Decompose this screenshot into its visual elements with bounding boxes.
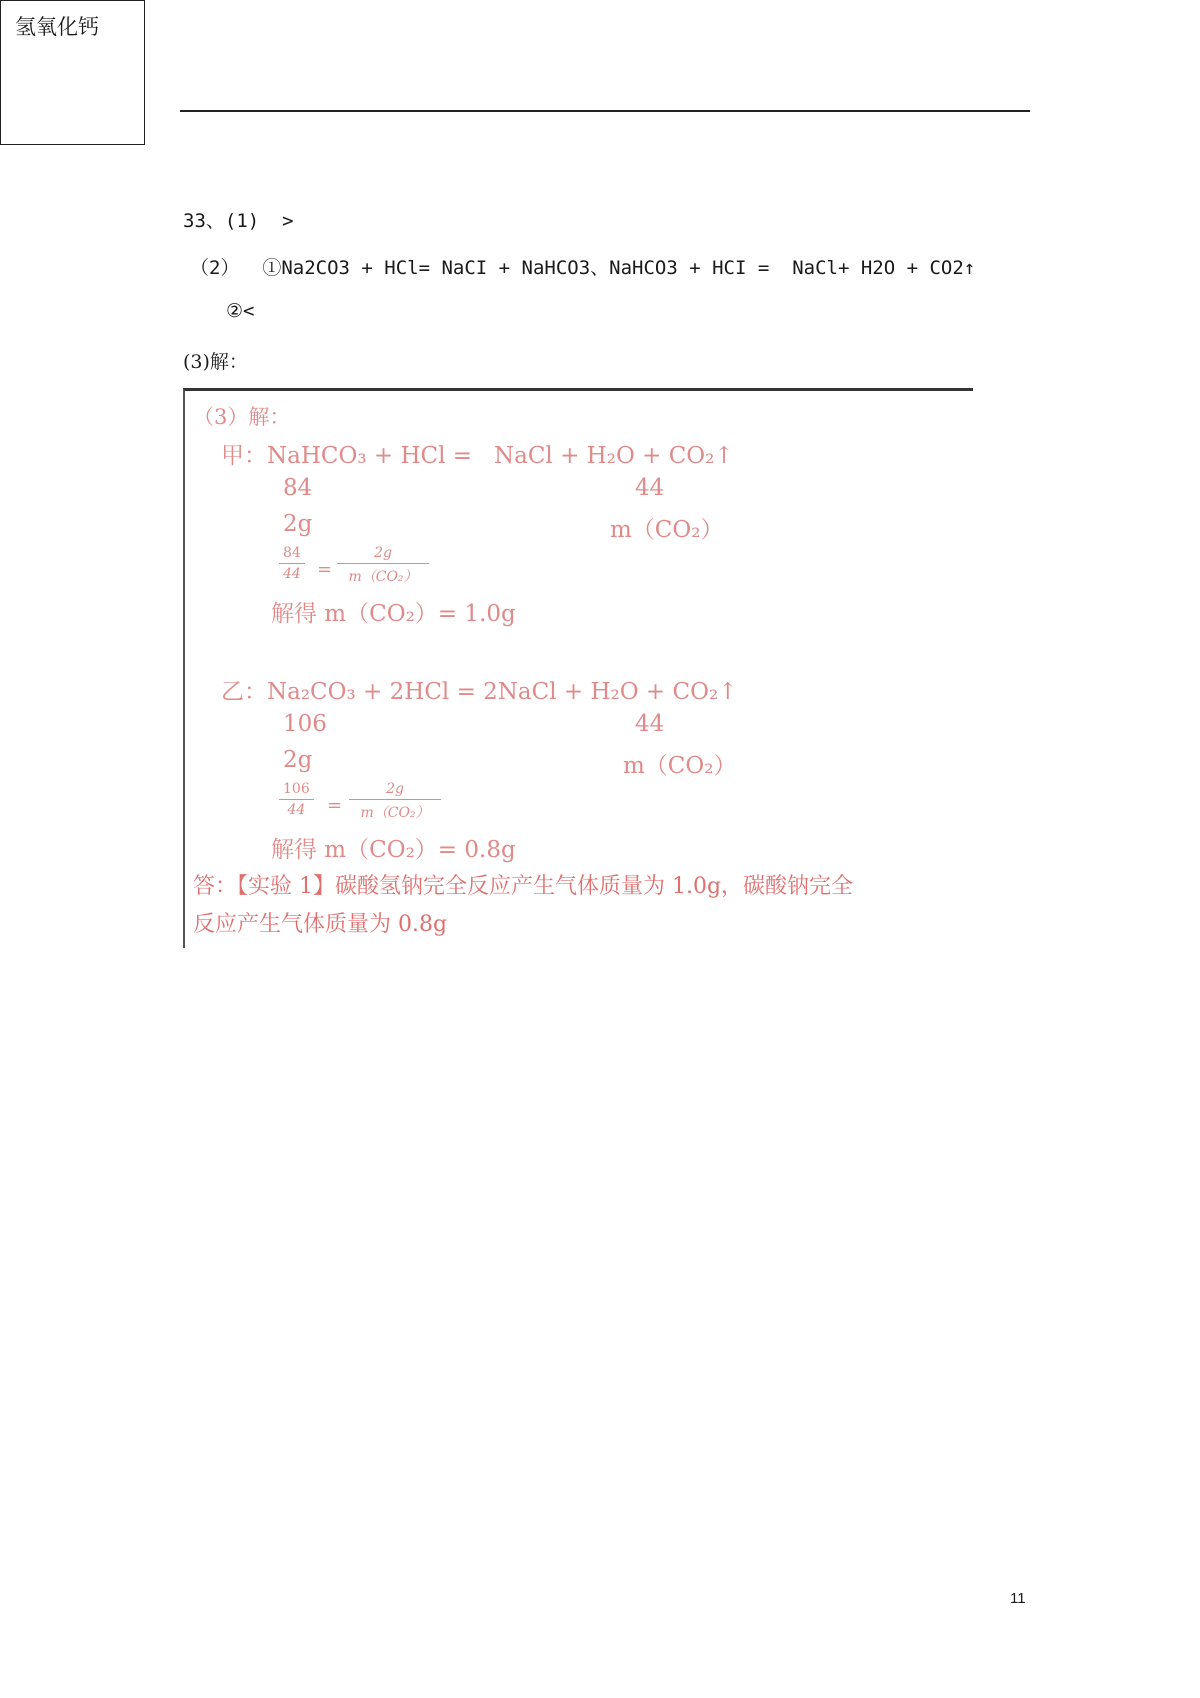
yi-equation: 乙：Na₂CO₃ + 2HCl = 2NaCl + H₂O + CO₂↑ [221,679,738,705]
q33-part2-comparison: ②< [226,300,255,322]
q33-part2-equation: （2） ①Na2CO3 + HCl= NaCI + NaHCO3、NaHCO3 + HCI = NaCl+ H2O + CO2↑ [190,257,976,279]
yi-molar-mass-left: 106 [283,711,327,737]
yi-mass-right: m（CO₂） [623,753,737,779]
corner-answer-label: 氢氧化钙 [15,15,99,39]
jia-mass-right: m（CO₂） [610,517,724,543]
page-number: 11 [1010,1590,1026,1607]
jia-proportion-equals: = [317,559,333,580]
corner-answer-box [0,0,145,145]
jia-molar-mass-left: 84 [283,475,313,501]
q33-part3-heading: (3)解： [183,351,248,373]
jia-fraction-left: 84 44 [279,545,305,582]
jia-result: 解得 m（CO₂）= 1.0g [271,601,516,627]
yi-fraction-left: 106 44 [279,781,314,818]
jia-mass-left: 2g [283,511,313,537]
answer-solution-image [183,388,973,948]
q33-part1: 33、(1) > [183,210,294,232]
yi-mass-left: 2g [283,747,313,773]
yi-result: 解得 m（CO₂）= 0.8g [271,837,516,863]
jia-equation: 甲：NaHCO₃ + HCl = NaCl + H₂O + CO₂↑ [221,443,734,469]
yi-fraction-right: 2g m（CO₂） [349,781,441,822]
jia-fraction-right: 2g m（CO₂） [337,545,429,586]
jia-molar-mass-right: 44 [635,475,665,501]
final-answer-line2: 反应产生气体质量为 0.8g [193,912,448,937]
solution-heading: （3）解： [193,405,291,429]
header-divider [180,110,1030,112]
final-answer-line1: 答：【实验 1】碳酸氢钠完全反应产生气体质量为 1.0g，碳酸钠完全 [193,874,854,899]
yi-proportion-equals: = [327,795,343,816]
yi-molar-mass-right: 44 [635,711,665,737]
